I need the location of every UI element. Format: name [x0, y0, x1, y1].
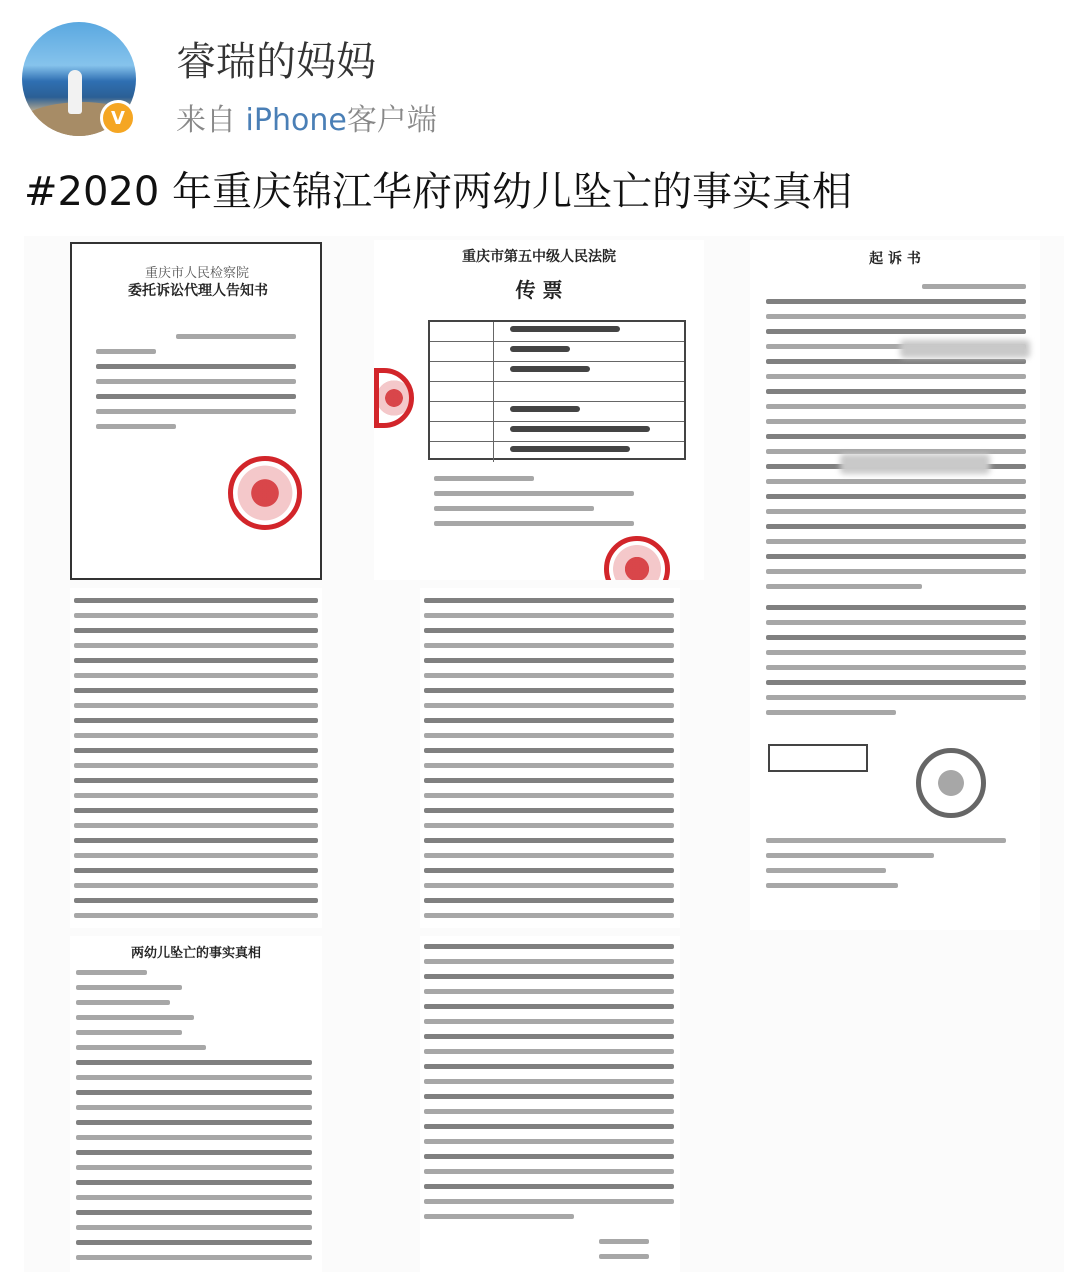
notice-text	[96, 334, 296, 439]
avatar-figure	[68, 70, 82, 114]
statement-title: 两幼儿坠亡的事实真相	[130, 946, 261, 961]
document-page-center-bottom	[420, 936, 680, 1272]
document-page-center-mid	[420, 588, 680, 928]
center-bottom-text	[424, 944, 674, 1269]
summons-notes	[434, 476, 634, 536]
summons-side-seal-icon	[374, 368, 414, 428]
redaction-2	[840, 454, 990, 474]
indictment-seal-icon	[916, 748, 986, 818]
source-suffix: 客户端	[346, 103, 437, 138]
document-collage-image[interactable]	[24, 236, 1064, 1272]
notice-title: 委托诉讼代理人告知书	[128, 283, 268, 299]
source-device[interactable]: iPhone	[245, 103, 347, 138]
post-source	[176, 95, 437, 139]
center-mid-text	[424, 598, 674, 928]
summons-form	[428, 320, 686, 460]
post-title-text[interactable]: #2020 年重庆锦江华府两幼儿坠亡的事实真相	[24, 169, 853, 215]
notice-seal-icon	[228, 456, 302, 530]
statement-text	[76, 970, 312, 1270]
document-indictment	[750, 240, 1040, 930]
indictment-footer	[766, 838, 1006, 898]
notice-org-header: 重庆市人民检察院	[144, 266, 249, 281]
source-prefix: 来自	[176, 103, 246, 138]
summons-seal-icon	[604, 536, 670, 580]
left-mid-text	[74, 598, 318, 928]
document-page-left-mid	[70, 588, 322, 928]
document-summons	[374, 240, 704, 580]
redaction-1	[900, 340, 1030, 358]
summons-court: 重庆市第五中级人民法院	[462, 249, 616, 265]
document-statement	[70, 936, 322, 1272]
indictment-title: 起 诉 书	[869, 251, 921, 267]
username[interactable]: 睿瑞的妈妈	[176, 39, 376, 85]
indictment-stamp-box	[768, 744, 868, 772]
post-title	[24, 160, 852, 217]
verified-badge-icon: V	[100, 100, 136, 136]
summons-title: 传 票	[515, 278, 563, 302]
post-header	[0, 0, 1080, 160]
document-notice	[70, 242, 322, 580]
